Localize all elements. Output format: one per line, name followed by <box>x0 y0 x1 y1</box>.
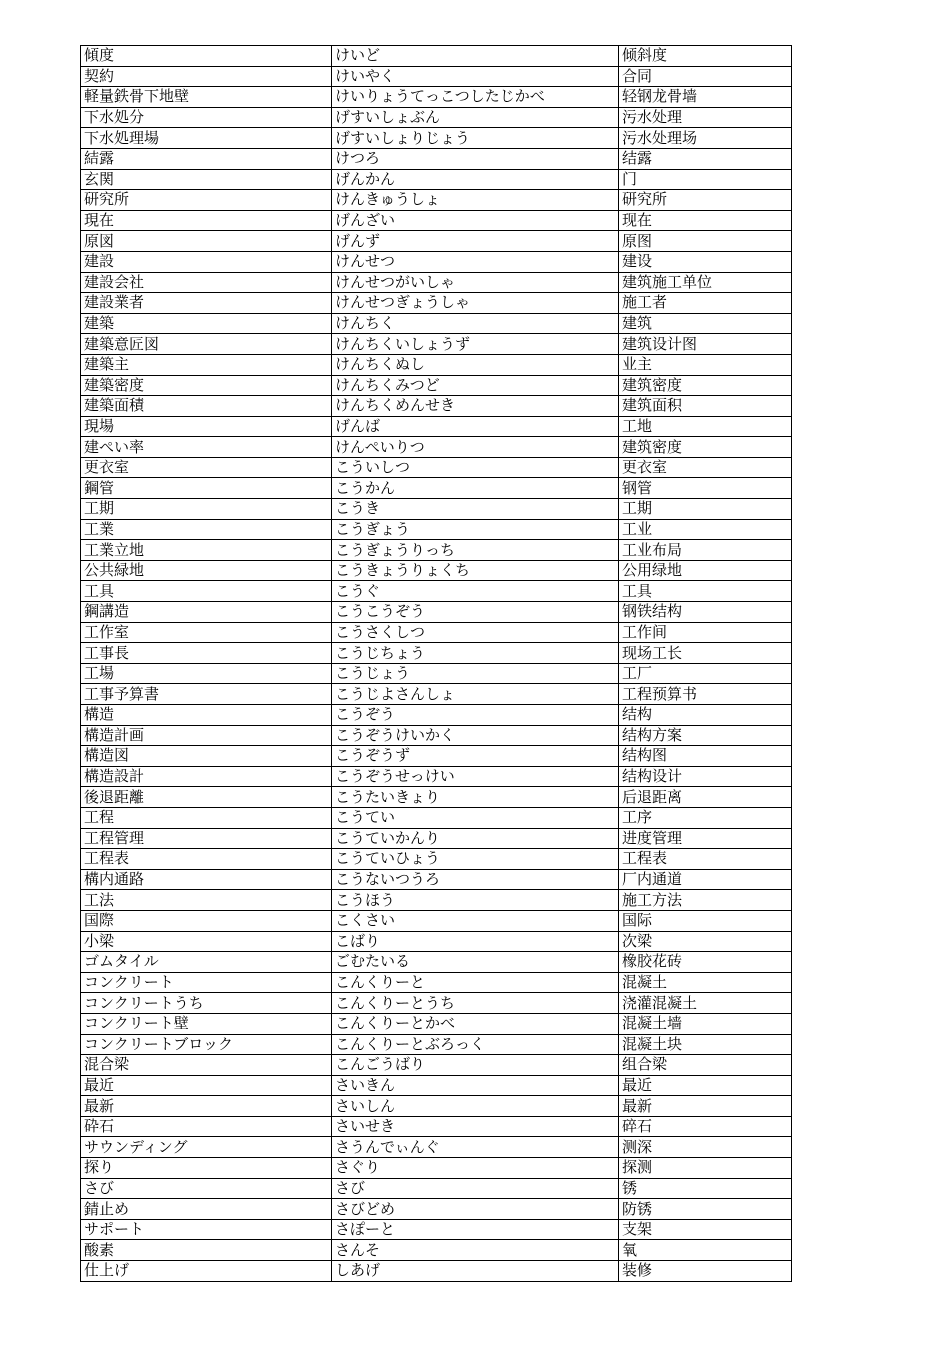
chinese-cell: 建筑施工单位 <box>619 272 792 293</box>
table-row <box>81 148 792 169</box>
term-cell: 結露 <box>81 148 332 169</box>
reading-cell: こんくりーとぶろっく <box>332 1034 619 1055</box>
reading-cell: けんきゅうしょ <box>332 190 619 211</box>
table-row <box>81 1261 792 1282</box>
reading-cell: ごむたいる <box>332 952 619 973</box>
reading-cell: げすいしょりじょう <box>332 128 619 149</box>
reading-cell: けんせつ <box>332 251 619 272</box>
table-row <box>81 457 792 478</box>
reading-cell: けいやく <box>332 66 619 87</box>
reading-cell: こうぞうせっけい <box>332 766 619 787</box>
term-cell: 構造計画 <box>81 725 332 746</box>
chinese-cell: 工厂 <box>619 663 792 684</box>
chinese-cell: 工地 <box>619 416 792 437</box>
chinese-cell: 测深 <box>619 1137 792 1158</box>
chinese-cell: 建筑 <box>619 313 792 334</box>
term-cell: 最近 <box>81 1075 332 1096</box>
table-row <box>81 952 792 973</box>
chinese-cell: 现在 <box>619 210 792 231</box>
term-cell: 工程管理 <box>81 828 332 849</box>
table-row <box>81 1055 792 1076</box>
reading-cell: げんざい <box>332 210 619 231</box>
term-cell: 構造設計 <box>81 766 332 787</box>
table-row <box>81 293 792 314</box>
table-row <box>81 663 792 684</box>
term-cell: 工具 <box>81 581 332 602</box>
table-row <box>81 849 792 870</box>
reading-cell: こうぐ <box>332 581 619 602</box>
chinese-cell: 厂内通道 <box>619 869 792 890</box>
reading-cell: げんかん <box>332 169 619 190</box>
chinese-cell: 污水处理场 <box>619 128 792 149</box>
term-cell: コンクリート <box>81 972 332 993</box>
reading-cell: さぐり <box>332 1158 619 1179</box>
term-cell: 建築密度 <box>81 375 332 396</box>
table-row <box>81 354 792 375</box>
chinese-cell: 最新 <box>619 1096 792 1117</box>
term-cell: 現在 <box>81 210 332 231</box>
term-cell: 契約 <box>81 66 332 87</box>
reading-cell: こうていかんり <box>332 828 619 849</box>
table-row <box>81 66 792 87</box>
reading-cell: こうきょうりょくち <box>332 560 619 581</box>
chinese-cell: 更衣室 <box>619 457 792 478</box>
chinese-cell: 钢铁结构 <box>619 602 792 623</box>
reading-cell: こうき <box>332 499 619 520</box>
term-cell: 建築主 <box>81 354 332 375</box>
reading-cell: さびどめ <box>332 1199 619 1220</box>
table-row <box>81 272 792 293</box>
chinese-cell: 浇灌混凝土 <box>619 993 792 1014</box>
chinese-cell: 结构方案 <box>619 725 792 746</box>
reading-cell: こういしつ <box>332 457 619 478</box>
table-row <box>81 581 792 602</box>
term-cell: 工法 <box>81 890 332 911</box>
reading-cell: げすいしょぶん <box>332 107 619 128</box>
term-cell: 砕石 <box>81 1116 332 1137</box>
table-row <box>81 334 792 355</box>
table-row <box>81 766 792 787</box>
chinese-cell: 建设 <box>619 251 792 272</box>
reading-cell: けんちく <box>332 313 619 334</box>
chinese-cell: 建筑密度 <box>619 437 792 458</box>
chinese-cell: 工作间 <box>619 622 792 643</box>
term-cell: 建ぺい率 <box>81 437 332 458</box>
reading-cell: こうたいきょり <box>332 787 619 808</box>
glossary-table <box>80 45 792 1282</box>
table-row <box>81 107 792 128</box>
table-row <box>81 1219 792 1240</box>
reading-cell: こうじちょう <box>332 643 619 664</box>
reading-cell: げんば <box>332 416 619 437</box>
term-cell: 工場 <box>81 663 332 684</box>
reading-cell: こうじょう <box>332 663 619 684</box>
reading-cell: こうじよさんしょ <box>332 684 619 705</box>
table-row <box>81 478 792 499</box>
reading-cell: こんくりーと <box>332 972 619 993</box>
reading-cell: こうこうぞう <box>332 602 619 623</box>
table-row <box>81 972 792 993</box>
chinese-cell: 后退距离 <box>619 787 792 808</box>
term-cell: 現場 <box>81 416 332 437</box>
chinese-cell: 建筑密度 <box>619 375 792 396</box>
chinese-cell: 碎石 <box>619 1116 792 1137</box>
chinese-cell: 业主 <box>619 354 792 375</box>
table-row <box>81 1178 792 1199</box>
term-cell: 傾度 <box>81 46 332 67</box>
table-row <box>81 231 792 252</box>
chinese-cell: 倾斜度 <box>619 46 792 67</box>
table-row <box>81 169 792 190</box>
term-cell: 鋼講造 <box>81 602 332 623</box>
table-row <box>81 869 792 890</box>
term-cell: 更衣室 <box>81 457 332 478</box>
chinese-cell: 研究所 <box>619 190 792 211</box>
reading-cell: こんごうばり <box>332 1055 619 1076</box>
term-cell: 建設 <box>81 251 332 272</box>
table-row <box>81 787 792 808</box>
table-row <box>81 705 792 726</box>
reading-cell: げんず <box>332 231 619 252</box>
term-cell: 建築 <box>81 313 332 334</box>
chinese-cell: 公用绿地 <box>619 560 792 581</box>
table-row <box>81 1158 792 1179</box>
reading-cell: こんくりーとうち <box>332 993 619 1014</box>
table-row <box>81 1034 792 1055</box>
term-cell: 公共緑地 <box>81 560 332 581</box>
reading-cell: こうぎょう <box>332 519 619 540</box>
chinese-cell: 进度管理 <box>619 828 792 849</box>
term-cell: さび <box>81 1178 332 1199</box>
reading-cell: こんくりーとかべ <box>332 1013 619 1034</box>
reading-cell: こうかん <box>332 478 619 499</box>
reading-cell: けんちくみつど <box>332 375 619 396</box>
chinese-cell: 建筑面积 <box>619 396 792 417</box>
chinese-cell: 工序 <box>619 807 792 828</box>
table-row <box>81 622 792 643</box>
term-cell: 下水処理場 <box>81 128 332 149</box>
table-row <box>81 890 792 911</box>
chinese-cell: 工期 <box>619 499 792 520</box>
chinese-cell: 混凝土 <box>619 972 792 993</box>
chinese-cell: 工具 <box>619 581 792 602</box>
term-cell: 構造図 <box>81 746 332 767</box>
reading-cell: さぽーと <box>332 1219 619 1240</box>
chinese-cell: 探测 <box>619 1158 792 1179</box>
reading-cell: さいきん <box>332 1075 619 1096</box>
term-cell: 鋼管 <box>81 478 332 499</box>
table-row <box>81 1116 792 1137</box>
term-cell: 工事予算書 <box>81 684 332 705</box>
table-row <box>81 684 792 705</box>
reading-cell: こくさい <box>332 910 619 931</box>
chinese-cell: 结构设计 <box>619 766 792 787</box>
term-cell: 探り <box>81 1158 332 1179</box>
reading-cell: けんちくいしょうず <box>332 334 619 355</box>
chinese-cell: 原图 <box>619 231 792 252</box>
chinese-cell: 工业 <box>619 519 792 540</box>
term-cell: 後退距離 <box>81 787 332 808</box>
table-row <box>81 643 792 664</box>
term-cell: 工業立地 <box>81 540 332 561</box>
term-cell: 工作室 <box>81 622 332 643</box>
term-cell: 研究所 <box>81 190 332 211</box>
chinese-cell: 次梁 <box>619 931 792 952</box>
table-row <box>81 993 792 1014</box>
table-row <box>81 46 792 67</box>
chinese-cell: 锈 <box>619 1178 792 1199</box>
table-row <box>81 1013 792 1034</box>
chinese-cell: 结露 <box>619 148 792 169</box>
term-cell: サポート <box>81 1219 332 1240</box>
chinese-cell: 现场工长 <box>619 643 792 664</box>
term-cell: 国際 <box>81 910 332 931</box>
reading-cell: しあげ <box>332 1261 619 1282</box>
table-row <box>81 560 792 581</box>
term-cell: 工程表 <box>81 849 332 870</box>
term-cell: 玄関 <box>81 169 332 190</box>
reading-cell: こばり <box>332 931 619 952</box>
chinese-cell: 轻钢龙骨墙 <box>619 87 792 108</box>
chinese-cell: 工程预算书 <box>619 684 792 705</box>
table-row <box>81 1240 792 1261</box>
table-row <box>81 519 792 540</box>
table-row <box>81 87 792 108</box>
chinese-cell: 最近 <box>619 1075 792 1096</box>
table-row <box>81 540 792 561</box>
term-cell: 原図 <box>81 231 332 252</box>
chinese-cell: 污水处理 <box>619 107 792 128</box>
reading-cell: さいせき <box>332 1116 619 1137</box>
term-cell: 建設業者 <box>81 293 332 314</box>
term-cell: 軽量鉄骨下地壁 <box>81 87 332 108</box>
table-row <box>81 931 792 952</box>
reading-cell: けんせつがいしゃ <box>332 272 619 293</box>
term-cell: 工期 <box>81 499 332 520</box>
chinese-cell: 合同 <box>619 66 792 87</box>
chinese-cell: 结构图 <box>619 746 792 767</box>
chinese-cell: 建筑设计图 <box>619 334 792 355</box>
table-row <box>81 210 792 231</box>
table-row <box>81 1075 792 1096</box>
term-cell: 混合梁 <box>81 1055 332 1076</box>
reading-cell: けんちくぬし <box>332 354 619 375</box>
reading-cell: けいど <box>332 46 619 67</box>
reading-cell: こうほう <box>332 890 619 911</box>
term-cell: 工事長 <box>81 643 332 664</box>
chinese-cell: 防锈 <box>619 1199 792 1220</box>
table-row <box>81 602 792 623</box>
chinese-cell: 支架 <box>619 1219 792 1240</box>
table-row <box>81 128 792 149</box>
reading-cell: こうないつうろ <box>332 869 619 890</box>
chinese-cell: 橡胶花砖 <box>619 952 792 973</box>
table-row <box>81 437 792 458</box>
table-row <box>81 828 792 849</box>
chinese-cell: 装修 <box>619 1261 792 1282</box>
table-row <box>81 910 792 931</box>
reading-cell: こうぞうず <box>332 746 619 767</box>
chinese-cell: 门 <box>619 169 792 190</box>
table-row <box>81 313 792 334</box>
term-cell: 構内通路 <box>81 869 332 890</box>
table-row <box>81 375 792 396</box>
chinese-cell: 国际 <box>619 910 792 931</box>
chinese-cell: 施工方法 <box>619 890 792 911</box>
term-cell: 最新 <box>81 1096 332 1117</box>
chinese-cell: 工业布局 <box>619 540 792 561</box>
table-row <box>81 746 792 767</box>
reading-cell: さんそ <box>332 1240 619 1261</box>
chinese-cell: 施工者 <box>619 293 792 314</box>
term-cell: コンクリート壁 <box>81 1013 332 1034</box>
chinese-cell: 结构 <box>619 705 792 726</box>
term-cell: コンクリートうち <box>81 993 332 1014</box>
table-row <box>81 1199 792 1220</box>
term-cell: 仕上げ <box>81 1261 332 1282</box>
table-row <box>81 725 792 746</box>
reading-cell: けいりょうてっこつしたじかべ <box>332 87 619 108</box>
glossary-table-body <box>81 46 792 1282</box>
term-cell: 小梁 <box>81 931 332 952</box>
term-cell: 建築意匠図 <box>81 334 332 355</box>
term-cell: 工業 <box>81 519 332 540</box>
table-row <box>81 396 792 417</box>
reading-cell: こうていひょう <box>332 849 619 870</box>
reading-cell: さび <box>332 1178 619 1199</box>
reading-cell: けんせつぎょうしゃ <box>332 293 619 314</box>
chinese-cell: 钢管 <box>619 478 792 499</box>
reading-cell: こうぎょうりっち <box>332 540 619 561</box>
chinese-cell: 工程表 <box>619 849 792 870</box>
chinese-cell: 组合梁 <box>619 1055 792 1076</box>
reading-cell: さうんでぃんぐ <box>332 1137 619 1158</box>
reading-cell: こうさくしつ <box>332 622 619 643</box>
chinese-cell: 混凝土块 <box>619 1034 792 1055</box>
reading-cell: こうぞう <box>332 705 619 726</box>
term-cell: サウンディング <box>81 1137 332 1158</box>
chinese-cell: 氧 <box>619 1240 792 1261</box>
term-cell: 建築面積 <box>81 396 332 417</box>
table-row <box>81 251 792 272</box>
table-row <box>81 807 792 828</box>
table-row <box>81 416 792 437</box>
term-cell: コンクリートブロック <box>81 1034 332 1055</box>
reading-cell: こうてい <box>332 807 619 828</box>
reading-cell: さいしん <box>332 1096 619 1117</box>
reading-cell: こうぞうけいかく <box>332 725 619 746</box>
term-cell: 建設会社 <box>81 272 332 293</box>
reading-cell: けんぺいりつ <box>332 437 619 458</box>
term-cell: 酸素 <box>81 1240 332 1261</box>
table-row <box>81 1137 792 1158</box>
term-cell: 工程 <box>81 807 332 828</box>
reading-cell: けつろ <box>332 148 619 169</box>
table-row <box>81 1096 792 1117</box>
term-cell: 錆止め <box>81 1199 332 1220</box>
table-row <box>81 499 792 520</box>
table-row <box>81 190 792 211</box>
term-cell: 構造 <box>81 705 332 726</box>
term-cell: 下水処分 <box>81 107 332 128</box>
term-cell: ゴムタイル <box>81 952 332 973</box>
chinese-cell: 混凝土墙 <box>619 1013 792 1034</box>
reading-cell: けんちくめんせき <box>332 396 619 417</box>
